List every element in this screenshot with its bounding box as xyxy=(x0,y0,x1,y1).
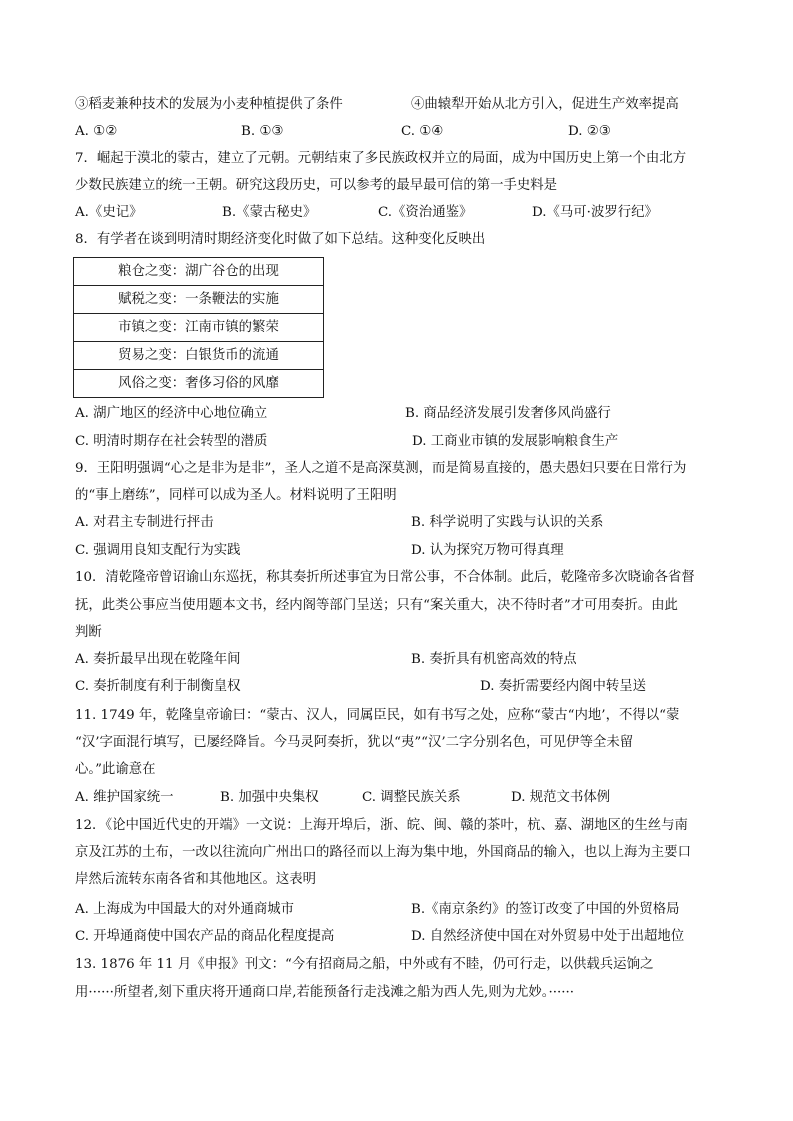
q8-option-b: B. 商品经济发展引发奢侈风尚盛行 xyxy=(405,406,611,421)
q6-option-a: A. ①② xyxy=(75,124,118,139)
q6-option-c: C. ①④ xyxy=(401,124,444,139)
q9-stem-line-1: 9．王阳明强调“心之是非为是非”，圣人之道不是高深莫测，而是简易直接的，愚夫愚妇只要在日常行为 xyxy=(75,461,687,476)
q10-stem-line-2: 抚，此类公事应当使用题本文书，经内阁等部门呈送；只有“案关重大，决不待时者”才可用奏折。由此 xyxy=(75,598,678,613)
q9-option-b: B. 科学说明了实践与认识的关系 xyxy=(411,515,604,530)
q7-option-c: C.《资治通鉴》 xyxy=(378,205,473,220)
q12-option-a: A. 上海成为中国最大的对外通商城市 xyxy=(75,902,295,917)
q10-option-d: D. 奏折需要经内阁中转呈送 xyxy=(480,679,647,694)
q8-summary-table xyxy=(73,257,324,398)
q6-option-b: B. ①③ xyxy=(241,124,284,139)
q10-stem-line-1: 10．清乾隆帝曾诏谕山东巡抚，称其奏折所述事宜为日常公事，不合体制。此后，乾隆帝多次晓谕各省督 xyxy=(75,570,695,585)
q6-statement-4: ④曲辕犁开始从北方引入，促进生产效率提高 xyxy=(411,97,679,112)
q11-stem-line-3: 心。”此谕意在 xyxy=(75,762,156,777)
q10-stem-line-3: 判断 xyxy=(75,625,102,640)
q12-option-b: B.《南京条约》的签订改变了中国的外贸格局 xyxy=(411,902,680,917)
q11-option-b: B. 加强中央集权 xyxy=(220,790,319,805)
q9-stem-line-2: 的“事上磨练”，同样可以成为圣人。材料说明了王阳明 xyxy=(75,488,397,503)
q9-option-a: A. 对君主专制进行抨击 xyxy=(75,515,214,530)
q8-option-c: C. 明清时期存在社会转型的潜质 xyxy=(75,434,268,449)
q11-stem-line-2: “汉’字面混行填写，已屡经降旨。今马灵阿奏折，犹以“夷”“汉’二字分别名色，可见伊等全未留 xyxy=(75,735,634,750)
q8-table-cell: 粮仓之变：湖广谷仓的出现 xyxy=(74,258,324,286)
q7-stem-line-1: 7．崛起于漠北的蒙古，建立了元朝。元朝结束了多民族政权并立的局面，成为中国历史上第一个由北方 xyxy=(75,151,687,166)
q6-option-d: D. ②③ xyxy=(568,124,611,139)
q6-statement-3: ③稻麦兼种技术的发展为小麦种植提供了条件 xyxy=(75,97,343,112)
q12-stem-line-3: 岸然后流转东南各省和其他地区。这表明 xyxy=(75,872,317,887)
q9-option-d: D. 认为探究万物可得真理 xyxy=(411,543,564,558)
q9-option-c: C. 强调用良知支配行为实践 xyxy=(75,543,241,558)
q13-stem-line-1: 13. 1876 年 11 月《申报》刊文：“今有招商局之船，中外或有不睦，仍可行走，以供载兵运饷之 xyxy=(75,957,654,972)
q8-option-a: A. 湖广地区的经济中心地位确立 xyxy=(75,406,268,421)
q12-option-d: D. 自然经济使中国在对外贸易中处于出超地位 xyxy=(411,929,685,944)
q8-table-cell: 风俗之变：奢侈习俗的风靡 xyxy=(74,370,324,398)
q7-option-a: A.《史记》 xyxy=(75,205,143,220)
q10-option-c: C. 奏折制度有利于制衡皇权 xyxy=(75,679,241,694)
q11-option-c: C. 调整民族关系 xyxy=(362,790,461,805)
q12-option-c: C. 开埠通商使中国农产品的商品化程度提高 xyxy=(75,929,335,944)
q11-option-d: D. 规范文书体例 xyxy=(511,790,611,805)
q8-table-cell: 贸易之变：白银货币的流通 xyxy=(74,342,324,370)
q11-stem-line-1: 11. 1749 年，乾隆皇帝谕曰：“蒙古、汉人，同属臣民，如有书写之处，应称“蒙古“内地’，不得以“蒙 xyxy=(75,708,680,723)
q8-table-cell: 赋税之变：一条鞭法的实施 xyxy=(74,286,324,314)
q8-stem-line-1: 8．有学者在谈到明清时期经济变化时做了如下总结。这种变化反映出 xyxy=(75,232,486,247)
q7-option-d: D.《马可·波罗行纪》 xyxy=(532,205,658,220)
q7-stem-line-2: 少数民族建立的统一王朝。研究这段历史，可以参考的最早最可信的第一手史料是 xyxy=(75,178,558,193)
q7-option-b: B.《蒙古秘史》 xyxy=(222,205,317,220)
q12-stem-line-1: 12．《论中国近代史的开端》一文说：上海开埠后，浙、皖、闽、赣的茶叶，杭、嘉、湖地区的生丝与南 xyxy=(75,818,688,833)
q13-stem-line-2: 用······所望者,刻下重庆将开通商口岸,若能预备行走浅滩之船为西人先,则为尤妙。······ xyxy=(75,985,575,1000)
q8-option-d: D. 工商业市镇的发展影响粮食生产 xyxy=(412,434,619,449)
q10-option-a: A. 奏折最早出现在乾隆年间 xyxy=(75,652,241,667)
q12-stem-line-2: 京及江苏的土布，一改以往流向广州出口的路径而以上海为集中地，外国商品的输入，也以上海为主要口 xyxy=(75,845,691,860)
q8-table-cell: 市镇之变：江南市镇的繁荣 xyxy=(74,314,324,342)
q11-option-a: A. 维护国家统一 xyxy=(75,790,174,805)
q10-option-b: B. 奏折具有机密高效的特点 xyxy=(411,652,577,667)
